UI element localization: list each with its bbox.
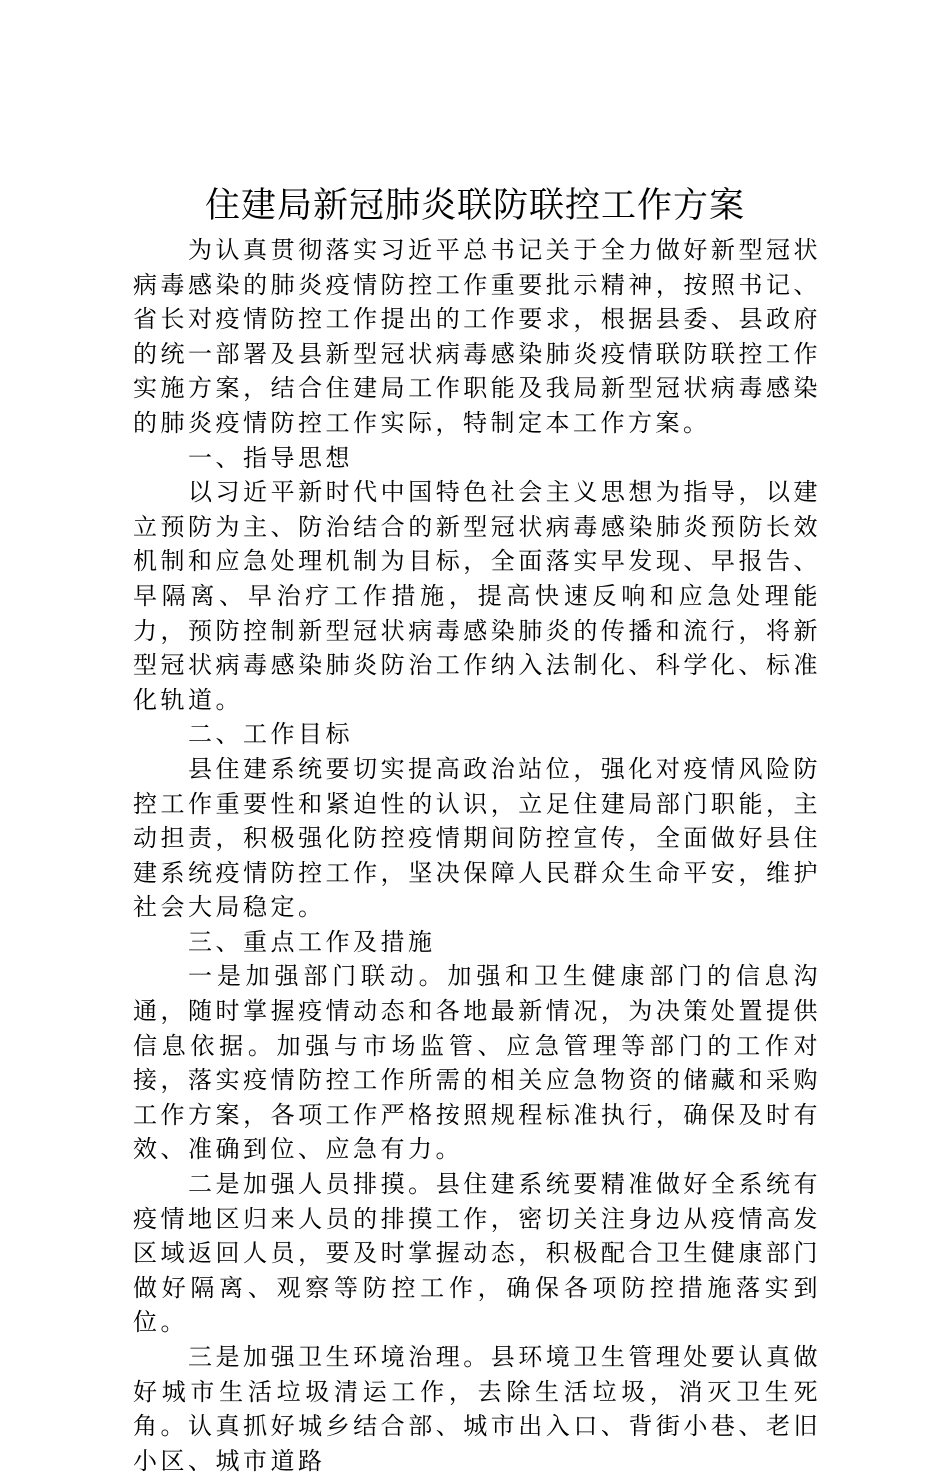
measure-paragraph-department-linkage: 一是加强部门联动。加强和卫生健康部门的信息沟通，随时掌握疫情动态和各地最新情况，为决策处置提供信息依据。加强与市场监管、应急管理等部门的工作对接，落实疫情防控工作所需的相关应急物资的储藏和采购工作方案，各项工作严格按照规程标准执行，确保及时有效、准确到位、应急有力。 [133,962,821,1164]
document-title: 住建局新冠肺炎联防联控工作方案 [204,186,745,226]
document-body [133,233,821,1478]
section-paragraph-guiding-ideology: 以习近平新时代中国特色社会主义思想为指导，以建立预防为主、防治结合的新型冠状病毒感染肺炎预防长效机制和应急处理机制为目标，全面落实早发现、早报告、早隔离、早治疗工作措施，提高快速反响和应急处理能力，预防控制新型冠状病毒感染肺炎的传播和流行，将新型冠状病毒感染肺炎防治工作纳入法制化、科学化、标准化轨道。 [133,478,821,714]
section-heading-guiding-ideology: 一、指导思想 [188,443,353,472]
section-heading-work-goals: 二、工作目标 [188,720,353,749]
measure-paragraph-sanitation: 三是加强卫生环境治理。县环境卫生管理处要认真做好城市生活垃圾清运工作，去除生活垃圾，消灭卫生死角。认真抓好城乡结合部、城市出入口、背街小巷、老旧小区、城市道路 [133,1343,821,1475]
section-paragraph-work-goals: 县住建系统要切实提高政治站位，强化对疫情风险防控工作重要性和紧迫性的认识，立足住建局部门职能，主动担责，积极强化防控疫情期间防控宣传，全面做好县住建系统疫情防控工作，坚决保障人民群众生命平安，维护社会大局稳定。 [133,754,821,922]
section-heading-key-measures: 三、重点工作及措施 [188,927,436,956]
measure-paragraph-personnel-screening: 二是加强人员排摸。县住建系统要精准做好全系统有疫情地区归来人员的排摸工作，密切关注身边从疫情高发区域返回人员，要及时掌握动态，积极配合卫生健康部门做好隔离、观察等防控工作，确保各项防控措施落实到位。 [133,1170,821,1337]
intro-paragraph: 为认真贯彻落实习近平总书记关于全力做好新型冠状病毒感染的肺炎疫情防控工作重要批示精神，按照书记、省长对疫情防控工作提出的工作要求，根据县委、县政府的统一部署及县新型冠状病毒感染肺炎疫情联防联控工作实施方案，结合住建局工作职能及我局新型冠状病毒感染的肺炎疫情防控工作实际，特制定本工作方案。 [133,236,821,437]
